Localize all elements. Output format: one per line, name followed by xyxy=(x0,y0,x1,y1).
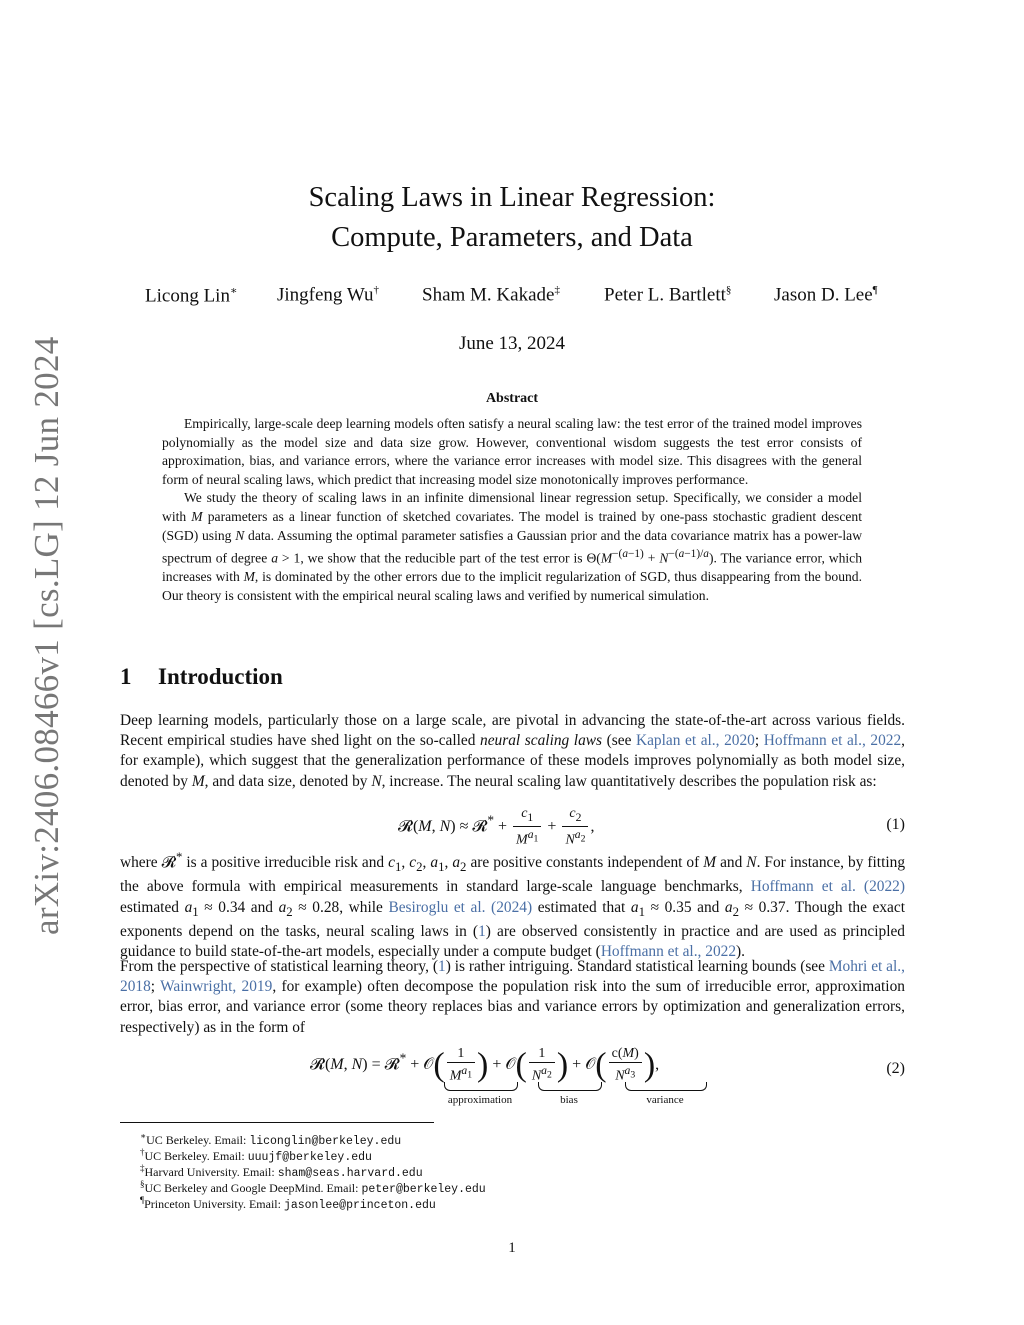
equation-1-body: 𝓡(M, N) ≈ 𝓡* + $\frac{c_1}{M^{a_1}}$ + $\frac{c_2}{N^{a_2}}$ , xyxy=(398,806,595,848)
arxiv-sidebar-stamp: arXiv:2406.08466v1 [cs.LG] 12 Jun 2024 xyxy=(27,336,66,935)
bias-label: bias xyxy=(560,1094,578,1106)
publication-date: June 13, 2024 xyxy=(458,333,566,354)
variance-label: variance xyxy=(646,1094,684,1106)
abstract-paragraph-2: We study the theory of scaling laws in an infinite dimensional linear regression setup. Specifically, we consider a model with M parameters as a linear function of sketched covariates. The model is trained by one-pass stochastic gradient descent (SGD) using N data. Assuming the optimal parameter satisfies a Gaussian prior and the data covariance matrix has a power-law spectrum of degree a > 1, we show that the reducible part of the test error is $\Theta(M^{-(a-1)} + N^{-(a-1)/a})$. The variance error, which increases with M, is dominated by the other errors due to the implicit regularization of SGD, thus disappearing from the bound. Our theory is consistent with the empirical neural scaling laws and verified by numerical simulation. xyxy=(162,490,863,603)
equation-2-body: 𝓡(M, N) = 𝓡* + 𝒪( $\frac{1}{M^{a_1}}$ ) + 𝒪( $\frac{1}{N^{a_2}}$ ) + 𝒪( $\frac{c(M)}{N^{a_3}}$ ), xyxy=(310,1046,660,1084)
footnote: †UC Berkeley. Email: uuujf@berkeley.edu xyxy=(140,1147,372,1164)
intro-paragraph-2: where 𝓡* is a positive irreducible risk and $c_1$, $c_2$, $a_1$, $a_2$ are positive constants independent of M and N. For instance, by fitting the above formula with empirical measurements in standard large-scale language benchmarks, Hoffmann et al. (2022) estimated $a_1 \approx 0.34$ and $a_2 \approx 0.28$, while Besiroglu et al. (2024) estimated that $a_1 \approx 0.35$ and $a_2 \approx 0.37$. Though the exact exponents depend on the tasks, neural scaling laws in (1) are observed consistently in practice and are used as principled guidance to build state-of-the-art models, especially under a compute budget (Hoffmann et al., 2022). xyxy=(120,850,906,961)
citation-link[interactable]: Kaplan et al., 2020 xyxy=(635,732,755,750)
equation-1 xyxy=(120,806,905,846)
footnote: ¶Princeton University. Email: jasonlee@princeton.edu xyxy=(140,1195,436,1212)
abstract-paragraph-1: Empirically, large-scale deep learning models often satisfy a neural scaling law: the test error of the trained model improves polynomially as the model size and data size grow. However, conventional wisdom suggests the test error consists of approximation, bias, and variance errors, where the variance error increases with model size. This disagrees with the general form of neural scaling laws, which predict that increasing model size monotonically improves performance. xyxy=(162,416,862,487)
equation-ref-link[interactable]: 1 xyxy=(478,922,486,940)
approximation-brace xyxy=(444,1082,518,1091)
author: Sham M. Kakade‡ xyxy=(422,284,560,306)
email-link[interactable]: jasonlee@princeton.edu xyxy=(283,1199,436,1212)
citation-link[interactable]: Hoffmann et al., 2022 xyxy=(763,732,902,750)
intro-paragraph-3: From the perspective of statistical learning theory, (1) is rather intriguing. Standard statistical learning bounds (see Mohri et al., 2018; Wainwright, 2019, for example) often decompose the population risk into the sum of irreducible error, approximation error, bias error, and variance error (some theory replaces bias and variance errors by optimization and generalization errors, respectively) as in the form of xyxy=(120,958,905,1036)
section-heading: 1 Introduction xyxy=(120,664,283,689)
email-link[interactable]: uuujf@berkeley.edu xyxy=(247,1151,372,1164)
abstract-body xyxy=(162,415,862,605)
equation-2 xyxy=(120,1046,905,1116)
email-link[interactable]: peter@berkeley.edu xyxy=(361,1183,486,1196)
equation-2-tag: (2) xyxy=(886,1060,905,1077)
abstract-heading: Abstract xyxy=(485,391,539,406)
paper-title xyxy=(0,178,1024,258)
page-number: 1 xyxy=(508,1240,516,1256)
author: Jingfeng Wu† xyxy=(277,284,380,306)
footnote: ∗UC Berkeley. Email: liconglin@berkeley.edu xyxy=(140,1131,402,1148)
email-link[interactable]: liconglin@berkeley.edu xyxy=(249,1135,402,1148)
footnote: §UC Berkeley and Google DeepMind. Email: peter@berkeley.edu xyxy=(140,1179,486,1196)
variance-brace xyxy=(625,1082,707,1091)
title-line-2: Compute, Parameters, and Data xyxy=(331,222,693,253)
bias-brace xyxy=(538,1082,602,1091)
equation-ref-link[interactable]: 1 xyxy=(437,958,446,975)
author: Jason D. Lee¶ xyxy=(774,284,878,306)
email-link[interactable]: sham@seas.harvard.edu xyxy=(277,1167,423,1180)
footnote-rule xyxy=(120,1122,434,1123)
citation-link[interactable]: Hoffmann et al. (2022) xyxy=(750,878,905,896)
intro-paragraph-1: Deep learning models, particularly those on a large scale, are pivotal in advancing the state-of-the-art across various fields. Recent empirical studies have shed light on the so-called neural scaling laws (see Kaplan et al., 2020; Hoffmann et al., 2022, for example), which suggest that the generalization performance of these models improves polynomially as both model size, denoted by M, and data size, denoted by N, increase. The neural scaling law quantitatively describes the population risk as: xyxy=(120,712,906,790)
author: Peter L. Bartlett§ xyxy=(604,284,732,306)
approximation-label: approximation xyxy=(447,1094,513,1106)
equation-1-tag: (1) xyxy=(886,816,905,833)
footnote: ‡Harvard University. Email: sham@seas.harvard.edu xyxy=(140,1163,423,1180)
title-line-1: Scaling Laws in Linear Regression: xyxy=(308,182,716,213)
citation-link[interactable]: Wainwright, 2019 xyxy=(160,978,273,996)
citation-link[interactable]: Hoffmann et al., 2022 xyxy=(600,943,737,961)
author: Licong Lin∗ xyxy=(145,285,238,307)
citation-link[interactable]: Besiroglu et al. (2024) xyxy=(388,898,533,916)
citation-link[interactable]: Mohri et al., 2018 xyxy=(120,958,905,996)
